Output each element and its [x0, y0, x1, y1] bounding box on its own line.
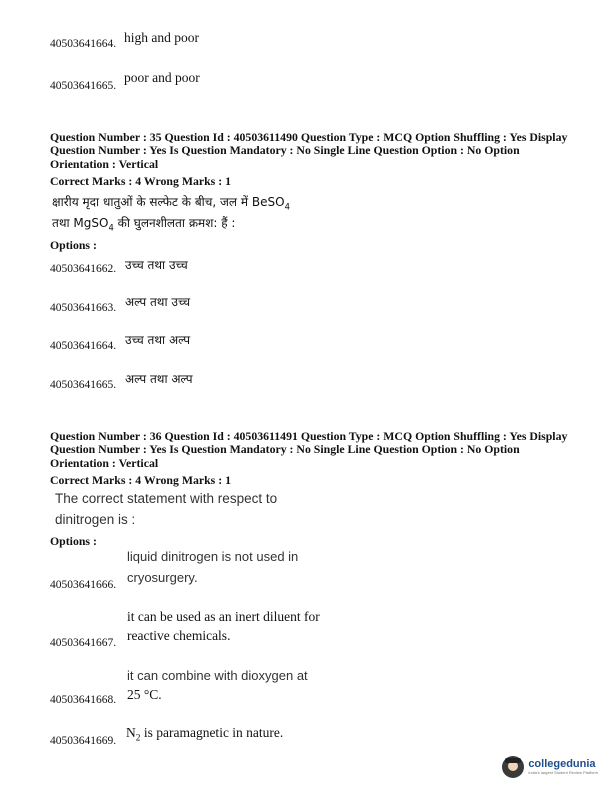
stem-text: की घुलनशीलता क्रमश: हैं :: [113, 216, 236, 230]
option-id: 40503641663.: [50, 302, 117, 314]
question-35-stem-line1: [52, 193, 290, 211]
option-id: 40503641666.: [50, 579, 117, 591]
subscript: 4: [284, 201, 290, 212]
stem-text: क्षारीय मृदा धातुओं के सल्फेट के बीच, जल में BeSO: [52, 195, 285, 209]
question-36-marks: Correct Marks : 4 Wrong Marks : 1: [50, 473, 231, 487]
option-text-line1: it can combine with dioxygen at: [127, 668, 308, 683]
option-text: अल्प तथा अल्प: [125, 372, 193, 386]
option-text-line2: 25 °C.: [127, 687, 162, 702]
option-text-line2: cryosurgery.: [127, 570, 198, 585]
question-35-marks: Correct Marks : 4 Wrong Marks : 1: [50, 174, 231, 188]
option-text: उच्च तथा उच्च: [125, 258, 188, 272]
option-text-part: N: [126, 725, 136, 740]
option-id: 40503641664.: [50, 38, 117, 50]
option-id: 40503641665.: [50, 80, 117, 92]
option-text: high and poor: [124, 30, 199, 45]
option-id: 40503641665.: [50, 379, 117, 391]
option-id: 40503641662.: [50, 263, 117, 275]
subscript: 4: [108, 222, 114, 233]
option-id: 40503641669.: [50, 735, 117, 747]
option-id: 40503641664.: [50, 340, 117, 352]
option-text: अल्प तथा उच्च: [125, 295, 191, 309]
collegedunia-logo: [502, 756, 598, 778]
option-text: उच्च तथा अल्प: [125, 333, 191, 347]
subscript: 2: [135, 733, 141, 744]
option-text-line2: reactive chemicals.: [127, 628, 231, 643]
stem-text: तथा MgSO: [52, 216, 109, 230]
question-36-stem-line1: The correct statement with respect to: [55, 491, 278, 506]
option-id: 40503641668.: [50, 694, 117, 706]
option-text: [126, 725, 283, 744]
options-label: Options :: [50, 238, 97, 252]
question-35-stem-line2: [52, 214, 235, 232]
logo-name: collegedunia: [528, 758, 596, 770]
logo-tagline: India's largest Student Review Platform: [528, 770, 598, 775]
graduate-avatar-icon: [502, 756, 524, 778]
options-label: Options :: [50, 534, 97, 548]
option-text-part: is paramagnetic in nature.: [140, 725, 284, 740]
option-text-line1: liquid dinitrogen is not used in: [127, 549, 299, 564]
question-36-stem-line2: dinitrogen is :: [55, 512, 136, 527]
option-text-line1: it can be used as an inert diluent for: [127, 609, 320, 624]
option-text: poor and poor: [124, 70, 200, 85]
question-36-header: Question Number : 36 Question Id : 40503611491 Question Type : MCQ Option Shuffling : Yes Display Question Number : Yes Is Question Mandatory : No Single Line Question Option : No Option Orientation : Vertical: [50, 429, 568, 470]
logo-text: [528, 759, 598, 775]
question-35-header: Question Number : 35 Question Id : 40503611490 Question Type : MCQ Option Shuffling : Yes Display Question Number : Yes Is Question Mandatory : No Single Line Question Option : No Option Orientation : Vertical: [50, 130, 568, 171]
option-id: 40503641667.: [50, 637, 117, 649]
